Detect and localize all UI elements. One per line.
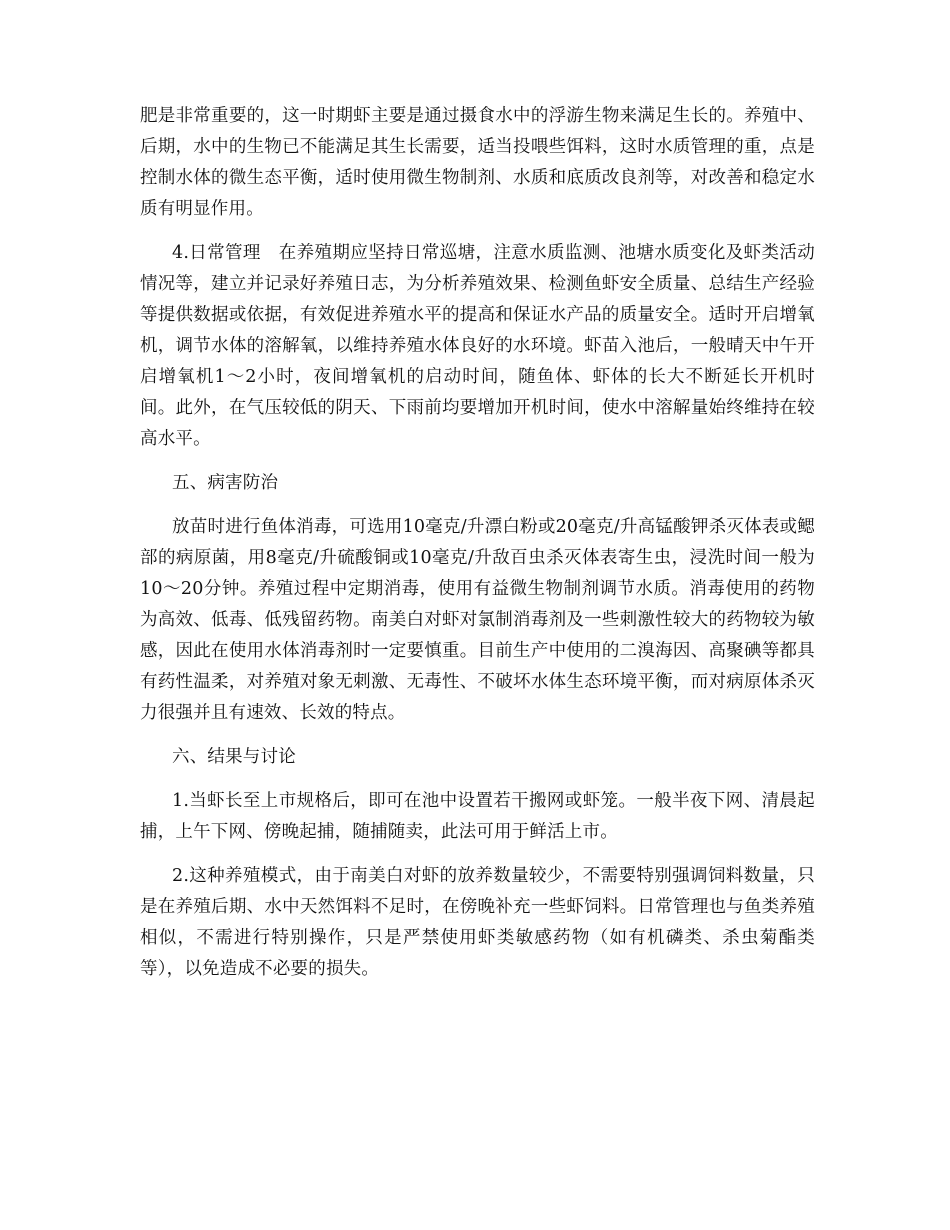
daily-management-paragraph	[140, 238, 815, 455]
section-heading-results-discussion: 六、结果与讨论	[172, 747, 296, 767]
daily-management-title: 4.日常管理	[172, 243, 261, 263]
document-body	[140, 101, 815, 998]
continuation-paragraph: 肥是非常重要的，这一时期虾主要是通过摄食水中的浮游生物来满足生长的。养殖中、后期，水中的生物已不能满足其生长需要，适当投喂些饵料，这时水质管理的重，点是控制水体的微生态平衡，适时使用微生物制剂、水质和底质改良剂等，对改善和稳定水质有明显作用。	[140, 106, 815, 219]
result-paragraph-1: 1.当虾长至上市规格后，即可在池中设置若干搬网或虾笼。一般半夜下网、清晨起捕，上午下网、傍晚起捕，随捕随卖，此法可用于鲜活上市。	[140, 791, 815, 842]
disease-control-paragraph: 放苗时进行鱼体消毒，可选用10毫克/升漂白粉或20毫克/升高锰酸钾杀灭体表或鳃部的病原菌，用8毫克/升硫酸铜或10毫克/升敌百虫杀灭体表寄生虫，浸洗时间一般为10～20分钟。养殖过程中定期消毒，使用有益微生物制剂调节水质。消毒使用的药物为高效、低毒、低残留药物。南美白对虾对氯制消毒剂及一些刺激性较大的药物较为敏感，因此在使用水体消毒剂时一定要慎重。目前生产中使用的二溴海因、高聚碘等都具有药性温柔，对养殖对象无刺激、无毒性、不破坏水体生态环境平衡，而对病原体杀灭力很强并且有速效、长效的特点。	[140, 517, 815, 723]
daily-management-text: 在养殖期应坚持日常巡塘，注意水质监测、池塘水质变化及虾类活动情况等，建立并记录好养殖日志，为分析养殖效果、检测鱼虾安全质量、总结生产经验等提供数据或依据，有效促进养殖水平的提高和保证水产品的质量安全。适时开启增氧机，调节水体的溶解氧，以维持养殖水体良好的水环境。虾苗入池后，一般晴天中午开启增氧机1～2小时，夜间增氧机的启动时间，随鱼体、虾体的长大不断延长开机时间。此外，在气压较低的阴天、下雨前均要增加开机时间，使水中溶解量始终维持在较高水平。	[140, 243, 815, 449]
result-paragraph-2: 2.这种养殖模式，由于南美白对虾的放养数量较少，不需要特别强调饲料数量，只是在养殖后期、水中天然饵料不足时，在傍晚补充一些虾饲料。日常管理也与鱼类养殖相似，不需进行特别操作，只是严禁使用虾类敏感药物（如有机磷类、杀虫菊酯类等），以免造成不必要的损失。	[140, 866, 815, 979]
section-heading-disease-control: 五、病害防治	[172, 473, 279, 493]
